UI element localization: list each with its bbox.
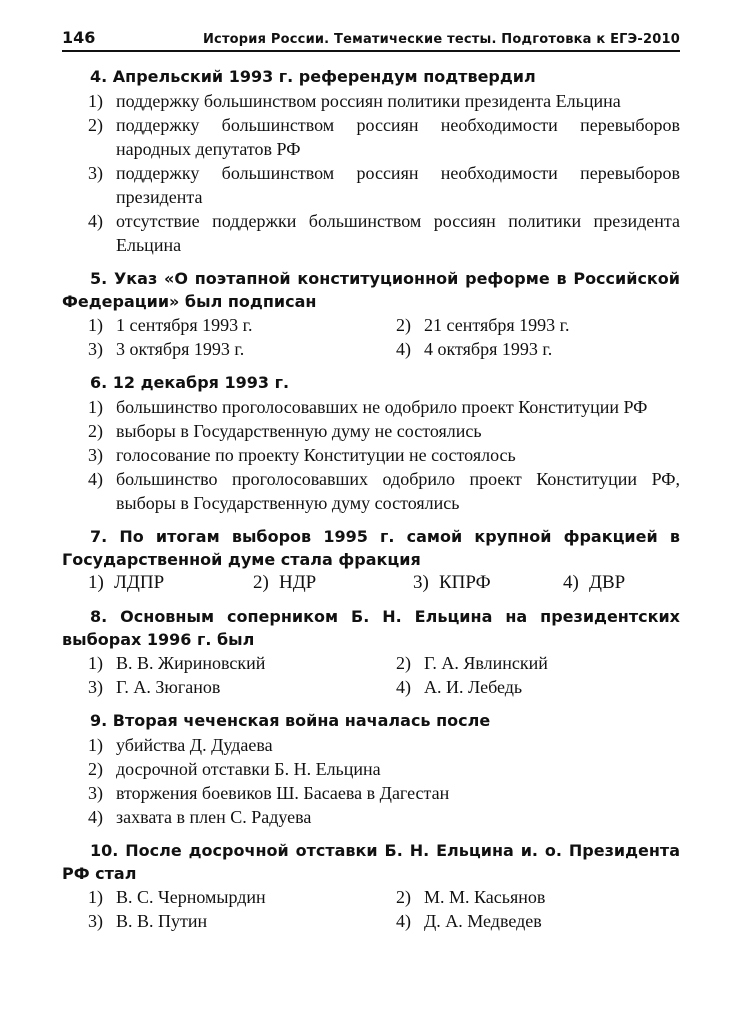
question-title: 7. По итогам выборов 1995 г. самой крупной фракцией в Государственной думе стала фракция bbox=[62, 527, 680, 569]
option[interactable]: 3) КПРФ bbox=[413, 572, 491, 593]
option[interactable]: 2) Г. А. Явлинский bbox=[396, 653, 548, 673]
option[interactable]: 2) 21 сентября 1993 г. bbox=[396, 315, 570, 335]
options-grid bbox=[62, 571, 680, 595]
option[interactable]: 1) 1 сентября 1993 г. bbox=[88, 315, 253, 335]
option[interactable]: 1) ЛДПР bbox=[88, 572, 165, 593]
option[interactable]: 1) поддержку большинством россиян политики президента Ельцина bbox=[88, 91, 621, 111]
option[interactable]: 3) вторжения боевиков Ш. Басаева в Дагестан bbox=[88, 783, 450, 803]
option[interactable]: 2) М. М. Касьянов bbox=[396, 887, 546, 907]
options-grid bbox=[62, 885, 680, 933]
question-4 bbox=[62, 65, 680, 257]
question-title: 10. После досрочной отставки Б. Н. Ельцина и. о. Президента РФ стал bbox=[62, 841, 680, 883]
option[interactable]: 1) В. В. Жириновский bbox=[88, 653, 266, 673]
option[interactable]: 4) большинство проголосовавших одобрило проект Конституции РФ, выборы в Государственную думу состоялись bbox=[88, 469, 680, 513]
question-title: 8. Основным соперником Б. Н. Ельцина на президентских выборах 1996 г. был bbox=[62, 607, 680, 649]
option[interactable]: 3) поддержку большинством россиян необходимости перевыборов президента bbox=[88, 163, 680, 207]
option[interactable]: 2) поддержку большинством россиян необходимости перевыборов народных депутатов РФ bbox=[88, 115, 680, 159]
question-6 bbox=[62, 371, 680, 515]
option[interactable]: 2) выборы в Государственную думу не состоялись bbox=[88, 421, 482, 441]
question-5 bbox=[62, 267, 680, 361]
book-title: История России. Тематические тесты. Подготовка к ЕГЭ-2010 bbox=[202, 32, 680, 47]
option[interactable]: 3) 3 октября 1993 г. bbox=[88, 339, 245, 359]
options-list bbox=[62, 733, 680, 829]
options-list bbox=[62, 395, 680, 515]
page-header bbox=[62, 28, 680, 52]
option[interactable]: 4) захвата в плен С. Радуева bbox=[88, 807, 312, 827]
option[interactable]: 3) Г. А. Зюганов bbox=[88, 677, 221, 697]
option[interactable]: 4) отсутствие поддержки большинством россиян политики президента Ельцина bbox=[88, 211, 680, 255]
option[interactable]: 1) В. С. Черномырдин bbox=[88, 887, 266, 907]
question-10 bbox=[62, 839, 680, 933]
option[interactable]: 2) досрочной отставки Б. Н. Ельцина bbox=[88, 759, 381, 779]
page bbox=[62, 28, 680, 933]
option[interactable]: 4) 4 октября 1993 г. bbox=[396, 339, 553, 359]
question-title: 4. Апрельский 1993 г. референдум подтвердил bbox=[90, 67, 536, 86]
question-9 bbox=[62, 709, 680, 829]
question-7 bbox=[62, 525, 680, 595]
option[interactable]: 2) НДР bbox=[253, 572, 317, 593]
option[interactable]: 3) голосование по проекту Конституции не состоялось bbox=[88, 445, 516, 465]
question-title: 6. 12 декабря 1993 г. bbox=[90, 373, 290, 392]
option[interactable]: 4) Д. А. Медведев bbox=[396, 911, 542, 931]
option[interactable]: 4) А. И. Лебедь bbox=[396, 677, 523, 697]
options-grid bbox=[62, 313, 680, 361]
question-8 bbox=[62, 605, 680, 699]
question-title: 9. Вторая чеченская война началась после bbox=[90, 711, 491, 730]
option[interactable]: 1) большинство проголосовавших не одобрило проект Конституции РФ bbox=[88, 397, 648, 417]
options-list bbox=[62, 89, 680, 257]
option[interactable]: 4) ДВР bbox=[563, 572, 626, 593]
question-title: 5. Указ «О поэтапной конституционной реформе в Российской Федерации» был подписан bbox=[62, 269, 680, 311]
option[interactable]: 3) В. В. Путин bbox=[88, 911, 208, 931]
option[interactable]: 1) убийства Д. Дудаева bbox=[88, 735, 273, 755]
page-number: 146 bbox=[62, 28, 96, 47]
options-grid bbox=[62, 651, 680, 699]
